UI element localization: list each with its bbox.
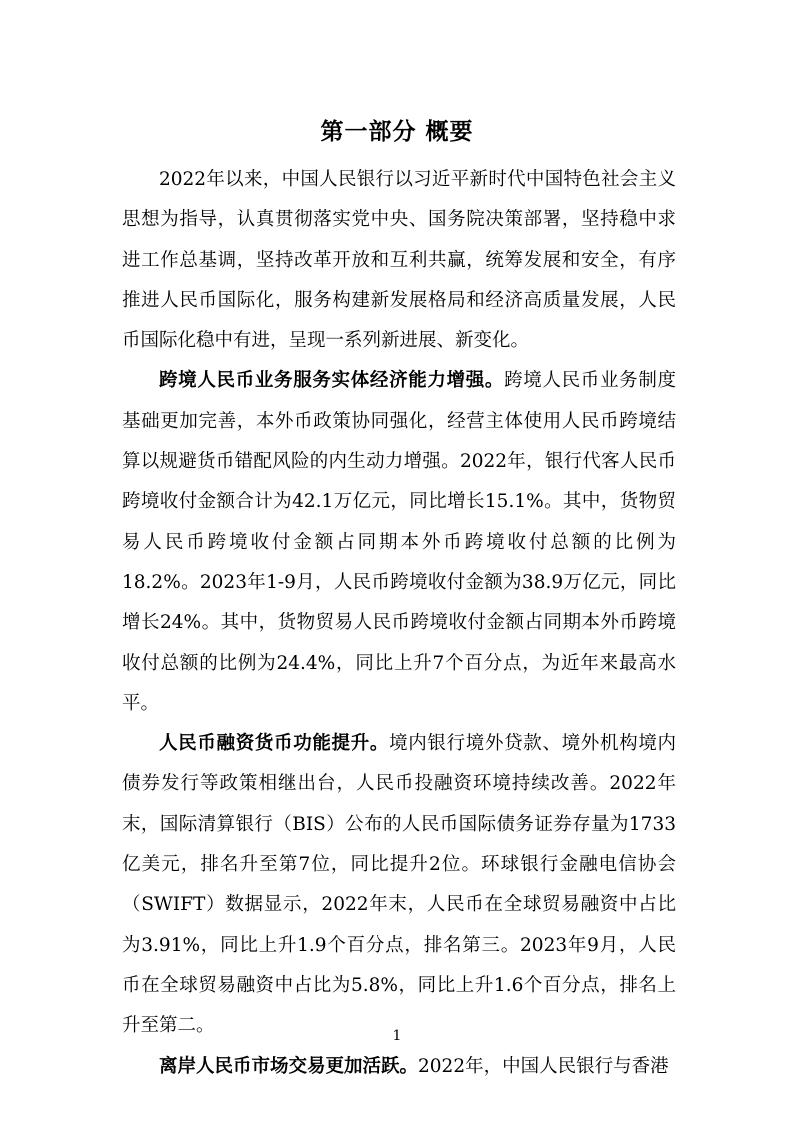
paragraph-text: 境内银行境外贷款、境外机构境内债券发行等政策相继出台，人民币投融资环境持续改善。2022年末，国际清算银行（BIS）公布的人民币国际债务证券存量为1733亿美元，排名升至第7位，同比提升2位。环球银行金融电信协会（SWIFT）数据显示，2022年末，人民币在全球贸易融资中占比为3.91%，同比上升1.9个百分点，排名第三。2023年9月，人民币在全球贸易融资中占比为5.8%，同比上升1.6个百分点，排名上升至第二。: [122, 733, 676, 1037]
paragraph-intro: [122, 160, 676, 361]
paragraph-lead: 离岸人民币市场交易更加活跃。: [159, 1055, 419, 1077]
paragraph-lead: 人民币融资货币功能提升。: [159, 733, 390, 755]
page-title: 第一部分 概要: [320, 119, 474, 146]
paragraph-offshore-market: [122, 1047, 676, 1087]
paragraph-text: 跨境人民币业务制度基础更加完善，本外币政策协同强化，经营主体使用人民币跨境结算以规避货币错配风险的内生动力增强。2022年，银行代客人民币跨境收付金额合计为42.1万亿元，同比增长15.1%。其中，货物贸易人民币跨境收付金额占同期本外币跨境收付总额的比例为18.2%。2023年1-9月，人民币跨境收付金额为38.9万亿元，同比增长24%。其中，货物贸易人民币跨境收付金额占同期本外币跨境收付总额的比例为24.4%，同比上升7个百分点，为近年来最高水平。: [122, 370, 676, 714]
document-body: [122, 160, 676, 1087]
paragraph-financing-currency: [122, 724, 676, 1046]
paragraph-text: 2022年，中国人民银行与香港: [418, 1055, 669, 1077]
paragraph-lead: 跨境人民币业务服务实体经济能力增强。: [159, 370, 505, 392]
paragraph-text: 2022年以来，中国人民银行以习近平新时代中国特色社会主义思想为指导，认真贯彻落实党中央、国务院决策部署，坚持稳中求进工作总基调，坚持改革开放和互利共赢，统筹发展和安全，有序推进人民币国际化，服务构建新发展格局和经济高质量发展，人民币国际化稳中有进，呈现一系列新进展、新变化。: [122, 169, 676, 352]
paragraph-cross-border-settlement: [122, 361, 676, 724]
page-number: 1: [392, 1028, 402, 1044]
